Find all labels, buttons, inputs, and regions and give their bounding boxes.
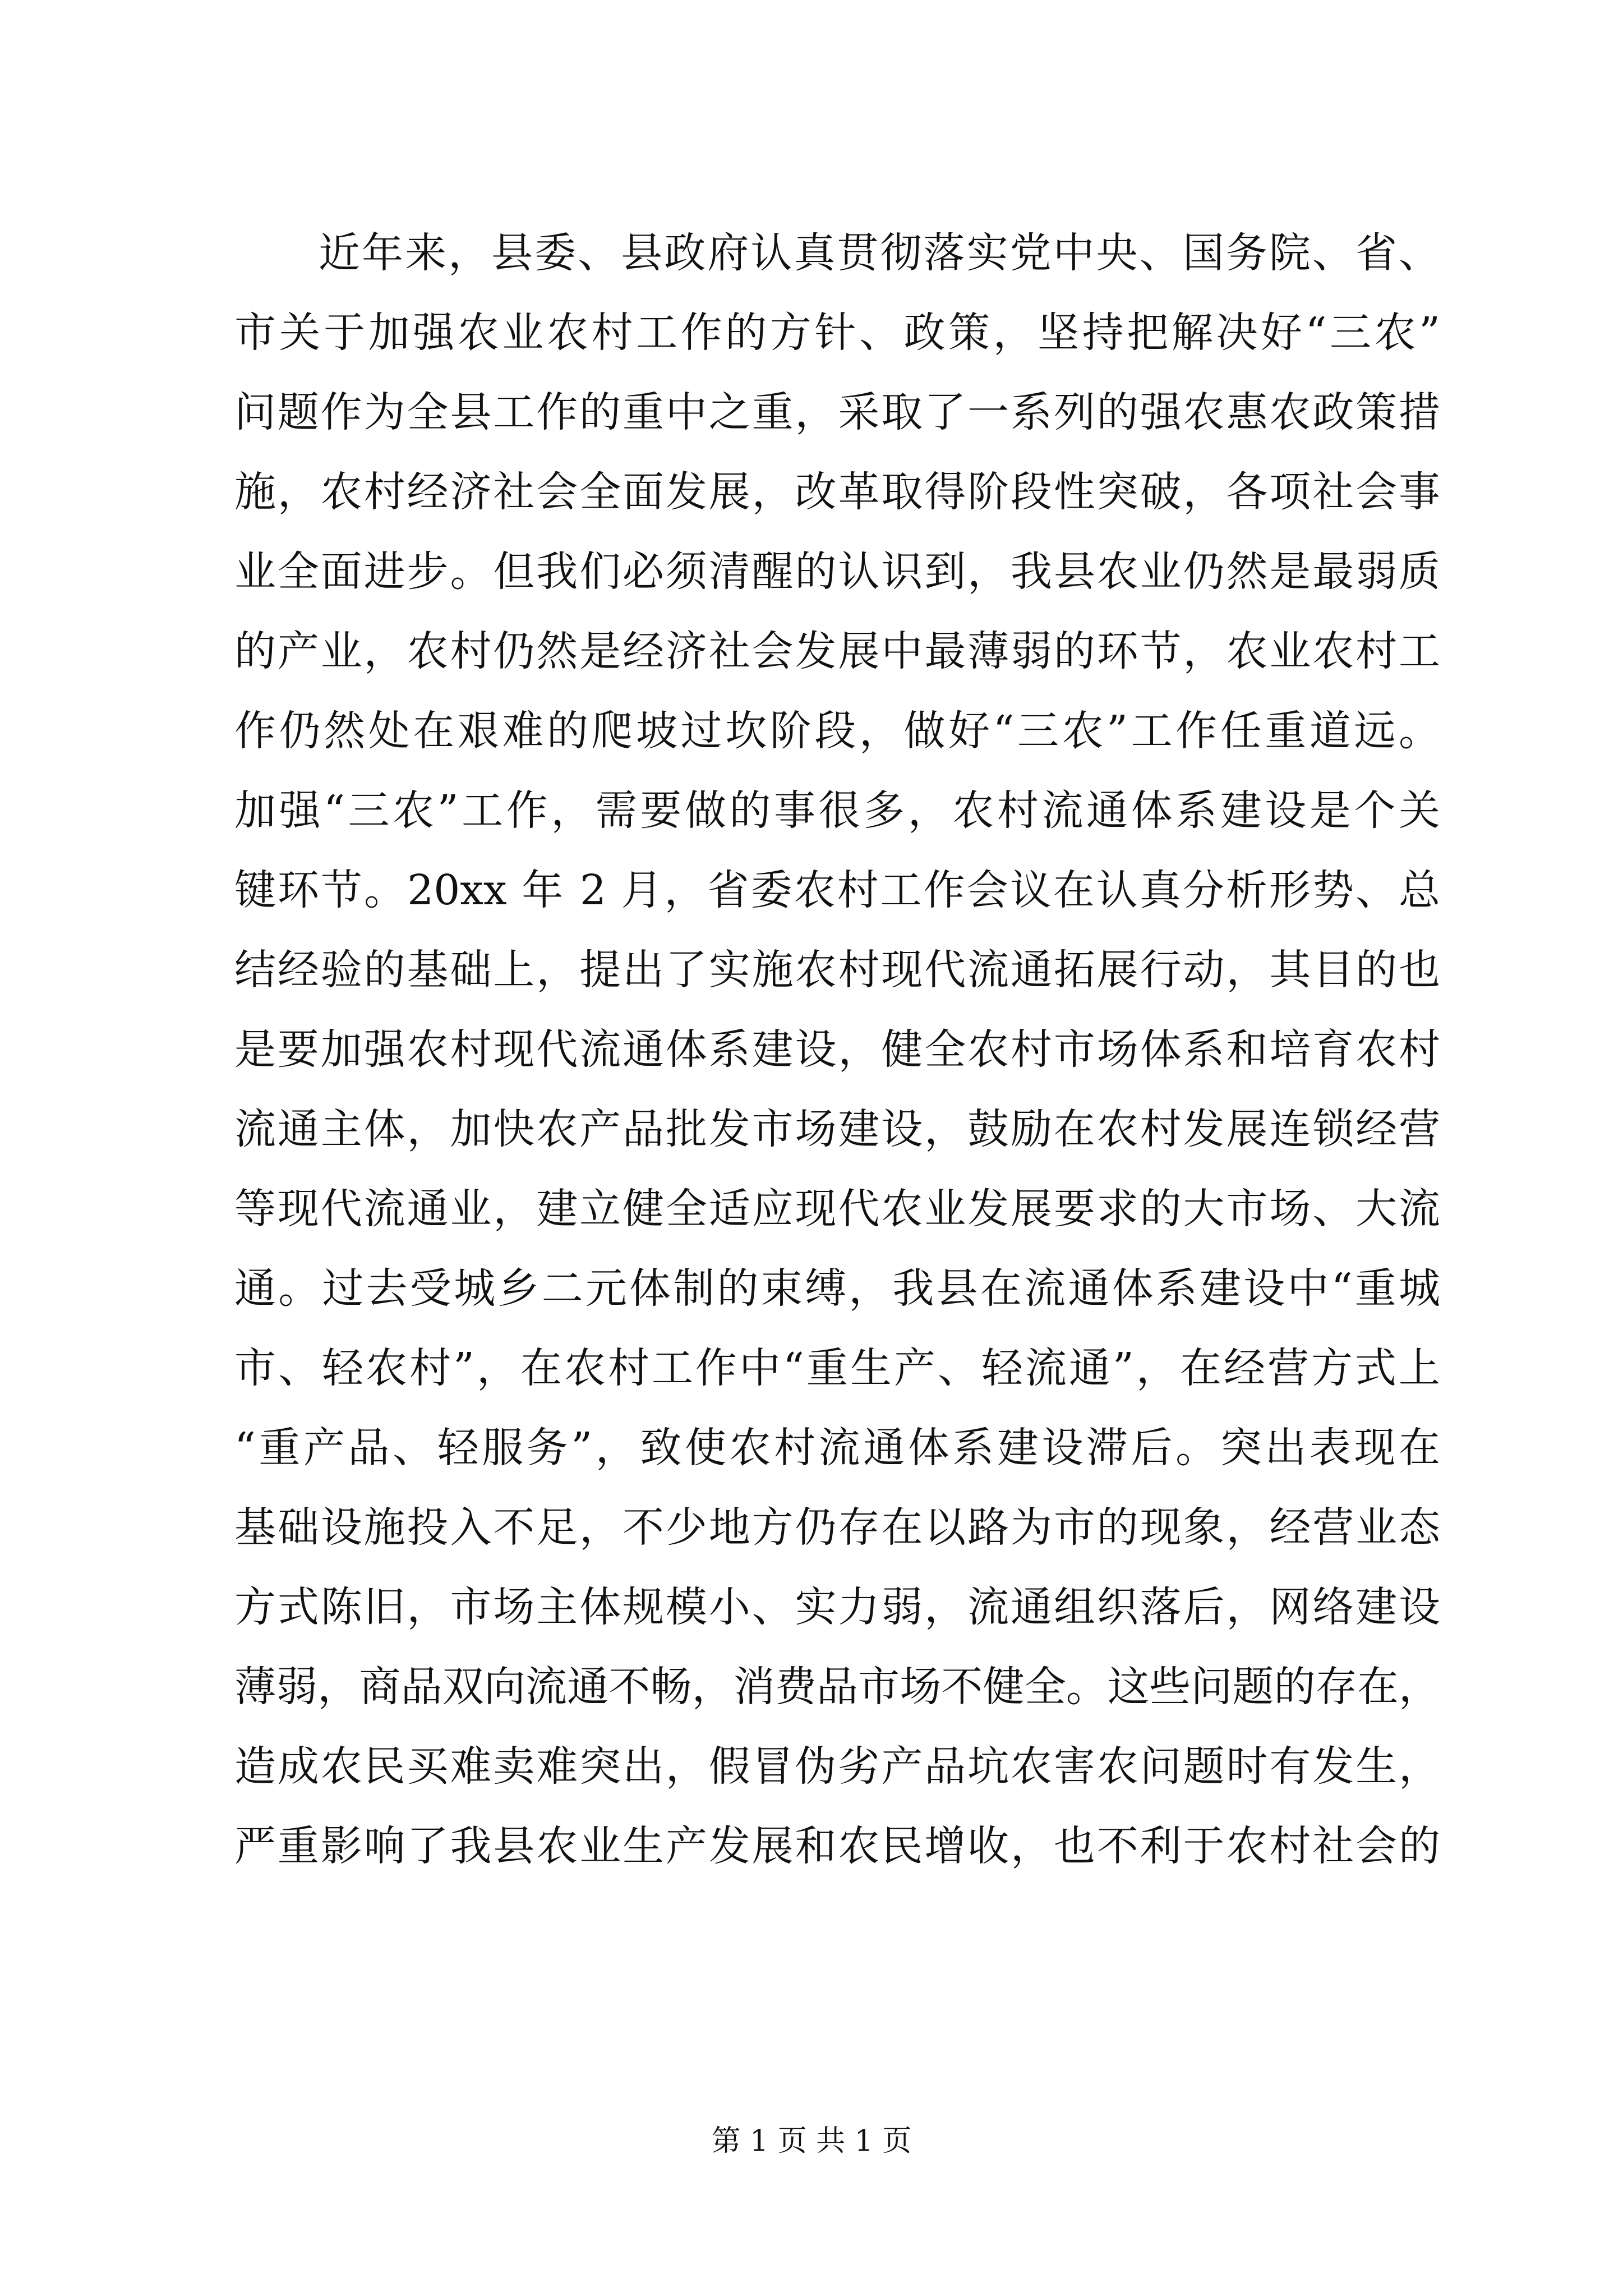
paragraph-line: 市、轻农村”，在农村工作中“重生产、轻流通”，在经营方式上 [234, 1344, 1440, 1392]
paragraph-line: 严重影响了我县农业生产发展和农民增收，也不利于农村社会的 [234, 1822, 1440, 1870]
paragraph-line: 键环节。20xx 年 2 月，省委农村工作会议在认真分析形势、总 [234, 866, 1440, 914]
paragraph-line: 施，农村经济社会全面发展，改革取得阶段性突破，各项社会事 [234, 468, 1440, 516]
paragraph-line: 等现代流通业，建立健全适应现代农业发展要求的大市场、大流 [234, 1185, 1440, 1233]
page-number-label: 第 1 页 共 1 页 [711, 2124, 912, 2158]
body-paragraph [234, 213, 1440, 1886]
paragraph-line: 方式陈旧，市场主体规模小、实力弱，流通组织落后，网络建设 [234, 1583, 1440, 1631]
paragraph-line: 的产业，农村仍然是经济社会发展中最薄弱的环节，农业农村工 [234, 627, 1440, 675]
paragraph-line: 市关于加强农业农村工作的方针、政策，坚持把解决好“三农” [234, 309, 1440, 357]
paragraph-line: 作仍然处在艰难的爬坡过坎阶段，做好“三农”工作任重道远。 [234, 707, 1440, 755]
page-footer [0, 2122, 1623, 2161]
paragraph-line: 薄弱，商品双向流通不畅，消费品市场不健全。这些问题的存在， [234, 1663, 1440, 1711]
paragraph-line: 业全面进步。但我们必须清醒的认识到，我县农业仍然是最弱质 [234, 547, 1440, 596]
paragraph-line: 加强“三农”工作，需要做的事很多，农村流通体系建设是个关 [234, 786, 1440, 835]
paragraph-line: “重产品、轻服务”，致使农村流通体系建设滞后。突出表现在 [234, 1424, 1440, 1472]
paragraph-line: 结经验的基础上，提出了实施农村现代流通拓展行动，其目的也 [234, 946, 1440, 994]
paragraph-line: 基础设施投入不足，不少地方仍存在以路为市的现象，经营业态 [234, 1503, 1440, 1552]
paragraph-line: 造成农民买难卖难突出，假冒伪劣产品坑农害农问题时有发生， [234, 1742, 1440, 1791]
paragraph-line: 通。过去受城乡二元体制的束缚，我县在流通体系建设中“重城 [234, 1264, 1440, 1313]
paragraph-line: 是要加强农村现代流通体系建设，健全农村市场体系和培育农村 [234, 1025, 1440, 1074]
paragraph-line: 流通主体，加快农产品批发市场建设，鼓励在农村发展连锁经营 [234, 1105, 1440, 1153]
paragraph-line: 问题作为全县工作的重中之重，采取了一系列的强农惠农政策措 [234, 388, 1440, 436]
paragraph-line: 近年来，县委、县政府认真贯彻落实党中央、国务院、省、 [319, 229, 1440, 277]
